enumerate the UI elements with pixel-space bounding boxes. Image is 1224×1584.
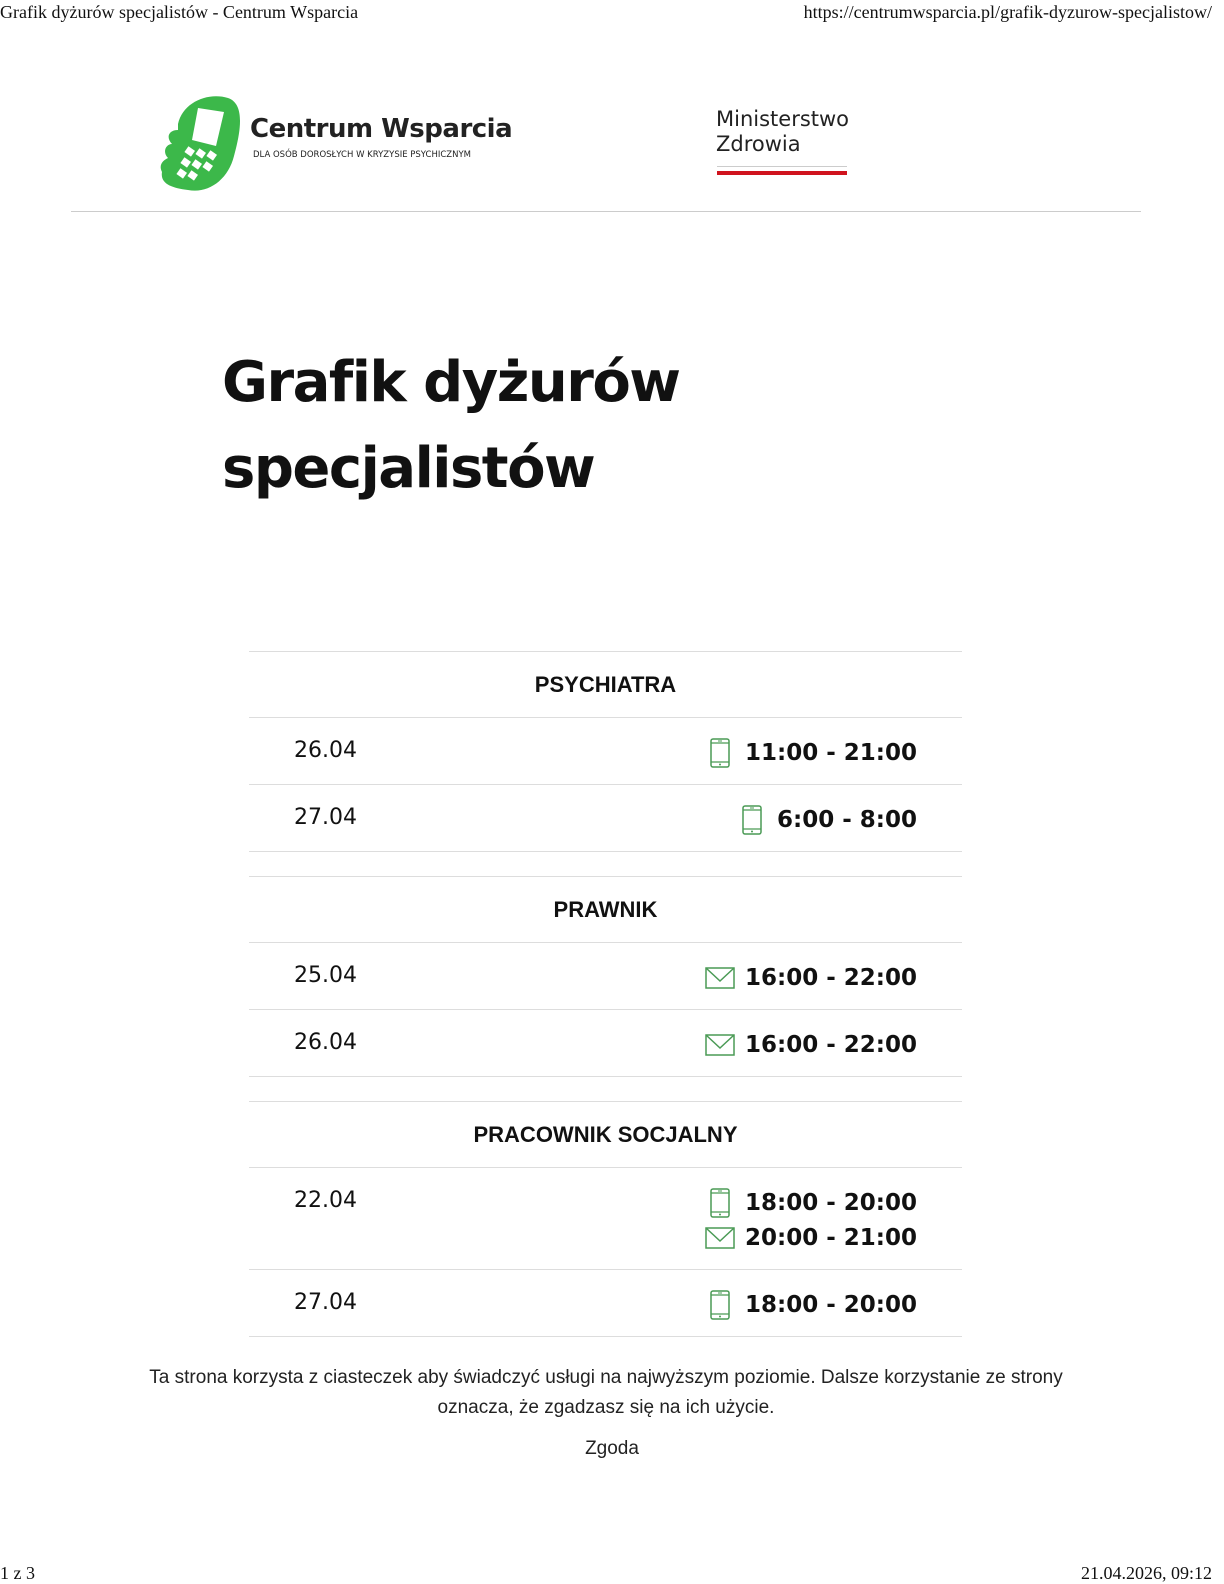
- table-row: [249, 718, 962, 785]
- phone-icon: [705, 1188, 735, 1218]
- row-date: 25.04: [294, 963, 357, 988]
- schedule-table: [249, 651, 962, 1361]
- time-slot: [705, 735, 917, 770]
- print-page-title: Grafik dyżurów specjalistów - Centrum Wsparcia: [0, 2, 359, 22]
- header-divider: [71, 211, 1141, 212]
- hand-phone-logo-icon: [158, 94, 242, 194]
- section-title: PRACOWNIK SOCJALNY: [249, 1101, 962, 1168]
- cookie-accept-button[interactable]: Zgoda: [585, 1438, 639, 1459]
- time-range: 6:00 - 8:00: [777, 806, 917, 833]
- ministry-line2: Zdrowia: [716, 132, 801, 156]
- mail-icon: [705, 1223, 735, 1253]
- phone-icon: [705, 738, 735, 768]
- row-date: 26.04: [294, 1030, 357, 1055]
- table-row: [249, 785, 962, 852]
- time-slot: [705, 1185, 917, 1220]
- row-date: 27.04: [294, 805, 357, 830]
- page-title: Grafik dyżurów specjalistów: [222, 350, 680, 501]
- time-slot: [705, 1287, 917, 1322]
- print-page-url: https://centrumwsparcia.pl/grafik-dyzurow-specjalistow/: [803, 2, 1212, 22]
- time-range: 16:00 - 22:00: [745, 964, 917, 991]
- time-range: 16:00 - 22:00: [745, 1031, 917, 1058]
- time-slot: [705, 960, 917, 995]
- ministry-logo[interactable]: [716, 107, 849, 157]
- print-page-number: 1 z 3: [0, 1563, 35, 1583]
- table-row: [249, 1270, 962, 1337]
- schedule-section: [249, 1101, 962, 1337]
- schedule-section: [249, 876, 962, 1077]
- section-title: PRAWNIK: [249, 876, 962, 943]
- print-datetime: 21.04.2026, 09:12: [1080, 1563, 1212, 1583]
- row-date: 26.04: [294, 738, 357, 763]
- logo-title: Centrum Wsparcia: [250, 114, 513, 144]
- ministry-line1: Ministerstwo: [716, 107, 850, 131]
- mail-icon: [705, 963, 735, 993]
- ministry-divider: [717, 166, 847, 167]
- table-row: [249, 1168, 962, 1270]
- time-slot: [705, 1027, 917, 1062]
- time-range: 18:00 - 20:00: [745, 1189, 917, 1216]
- time-range: 11:00 - 21:00: [745, 739, 917, 766]
- phone-icon: [737, 805, 767, 835]
- centrum-wsparcia-logo[interactable]: [158, 94, 538, 194]
- section-title: PSYCHIATRA: [249, 651, 962, 718]
- schedule-section: [249, 651, 962, 852]
- ministry-flag-bar: [717, 171, 847, 175]
- phone-icon: [705, 1290, 735, 1320]
- time-range: 18:00 - 20:00: [745, 1291, 917, 1318]
- table-row: [249, 1010, 962, 1077]
- logo-subtitle: DLA OSÓB DOROSŁYCH W KRYZYSIE PSYCHICZNYM: [253, 150, 472, 160]
- table-row: [249, 943, 962, 1010]
- row-date: 27.04: [294, 1290, 357, 1315]
- time-slot: [737, 802, 917, 837]
- row-date: 22.04: [294, 1188, 357, 1213]
- cookie-notice-text: Ta strona korzysta z ciasteczek aby świadczyć usługi na najwyższym poziomie. Dalsze korzystanie ze strony oznacza, że zgadzasz się na ich użycie.: [149, 1367, 1063, 1418]
- mail-icon: [705, 1030, 735, 1060]
- time-range: 20:00 - 21:00: [745, 1224, 917, 1251]
- time-slot: [705, 1220, 917, 1255]
